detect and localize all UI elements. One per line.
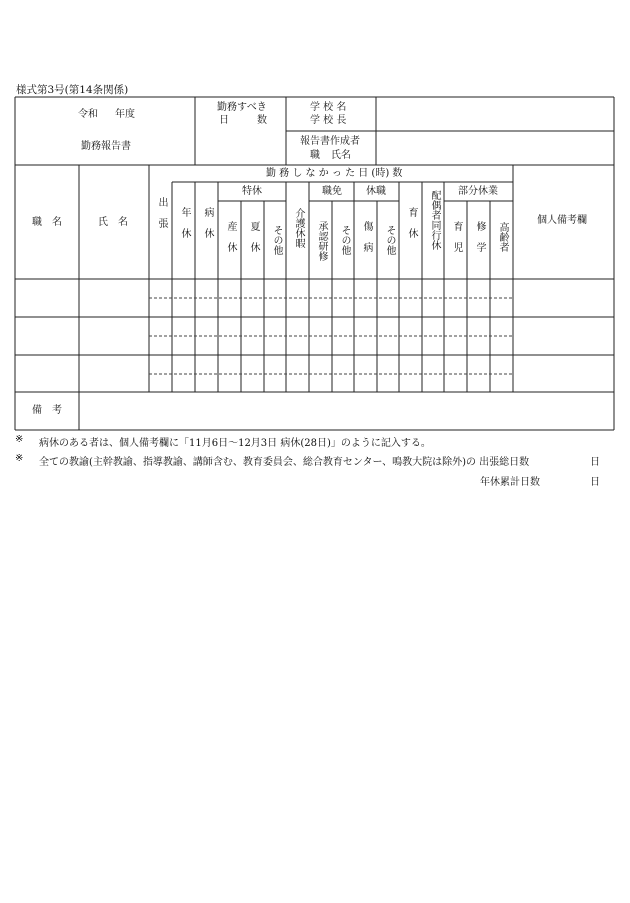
col-partial-childcare: 育児	[451, 221, 462, 263]
col-maternity: 産休	[225, 221, 236, 263]
col-care-leave: 介護休暇	[293, 208, 304, 248]
col-absent-group: 勤 務 し な か っ た 日 (時) 数	[266, 168, 403, 179]
remarks-label: 備 考	[32, 405, 62, 416]
creator-label: 報告書作成者	[300, 136, 360, 147]
workdays-count-char: 数	[257, 115, 267, 126]
note3-unit: 日	[590, 477, 600, 488]
col-spouse-leave: 配偶者同行休	[429, 190, 440, 250]
col-job: 職 名	[32, 217, 62, 228]
note2-mark: ※	[15, 453, 24, 464]
creator-name-label: 氏名	[331, 150, 351, 161]
workdays-label: 勤務すべき	[217, 102, 267, 113]
col-personal-remarks: 個人備考欄	[537, 215, 587, 226]
reiwa-label: 令和	[78, 109, 98, 120]
creator-job-label: 職	[310, 150, 320, 161]
col-leave-other: その他	[384, 225, 395, 255]
workdays-day-char: 日	[219, 115, 229, 126]
col-business-trip: 出張	[156, 197, 167, 239]
col-injury: 傷病	[361, 221, 372, 263]
col-special-other: その他	[271, 225, 282, 255]
col-name: 氏 名	[98, 217, 128, 228]
col-leave-group: 休職	[366, 186, 386, 197]
principal-label: 学 校 長	[310, 115, 347, 126]
note2-unit: 日	[590, 457, 600, 468]
col-special-group: 特休	[242, 186, 262, 197]
col-partial-group: 部分休業	[458, 186, 498, 197]
note2-text: 全ての教諭(主幹教諭、指導教諭、講師含む、教育委員会、総合教育センター、鳴教大院は除外)の 出張総日数	[39, 457, 530, 468]
school-name-label: 学 校 名	[310, 102, 347, 113]
note3-text: 年休累計日数	[480, 477, 540, 488]
col-exemption-group: 職免	[322, 186, 342, 197]
col-summer: 夏休	[248, 221, 259, 263]
col-annual-leave: 年休	[179, 207, 190, 249]
col-childcare-leave: 育休	[406, 207, 417, 249]
col-partial-study: 修学	[474, 221, 485, 263]
note1-text: 病休のある者は、個人備考欄に「11月6日〜12月3日 病休(28日)」のように記入する。	[39, 438, 431, 449]
report-title: 勤務報告書	[81, 141, 131, 152]
note1-mark: ※	[15, 434, 24, 445]
fiscal-year-label: 年度	[115, 109, 135, 120]
col-partial-elderly: 高齢者	[497, 222, 508, 252]
form-label: 様式第3号(第14条関係)	[16, 84, 129, 96]
col-exemption-other: その他	[339, 225, 350, 255]
col-sick-leave: 病休	[202, 207, 213, 249]
col-approved-training: 承認研修	[316, 221, 327, 261]
